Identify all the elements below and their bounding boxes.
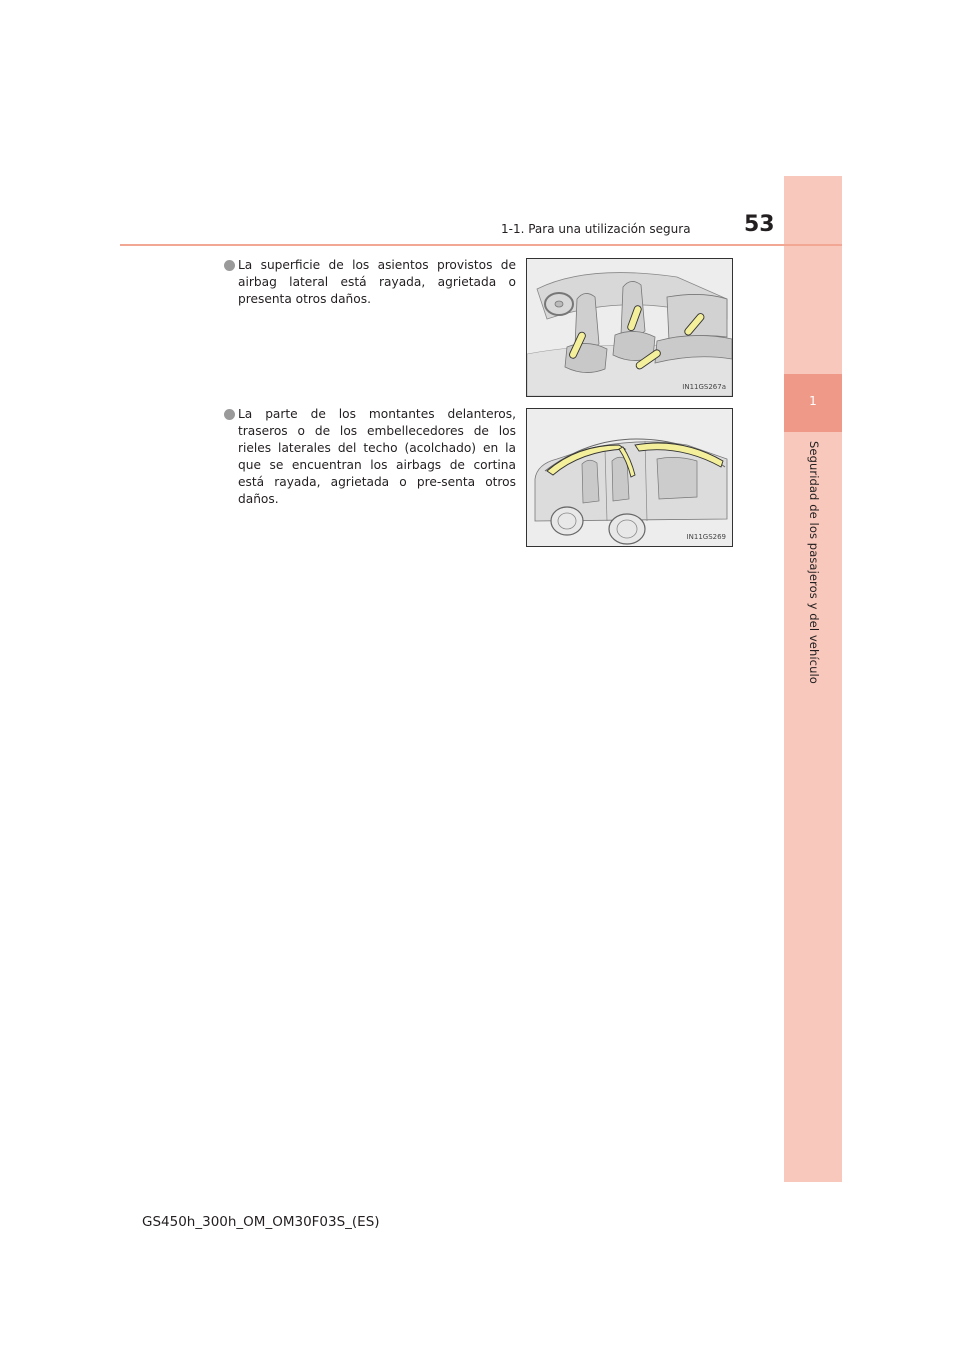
header-divider (120, 244, 842, 246)
figure-code: IN11GS269 (686, 533, 726, 541)
chapter-side-tab (784, 176, 842, 1182)
curtain-airbag-figure (526, 408, 733, 547)
item-text: La superficie de los asientos provistos de airbag lateral está rayada, agrietada o presenta otros daños. (238, 258, 516, 306)
bullet-icon (224, 409, 235, 420)
car-interior-seats-illustration (527, 259, 732, 396)
chapter-title: Seguridad de los pasajeros y del vehículo (807, 441, 821, 684)
chapter-number: 1 (809, 394, 817, 408)
car-side-cutaway-illustration (527, 409, 732, 546)
bullet-icon (224, 260, 235, 271)
list-item (224, 257, 516, 308)
item-text: La parte de los montantes delanteros, traseros o de los embellecedores de los rieles laterales del techo (acolchado) en la que se encuentran los airbags de cortina está rayada, agrietada o pre-senta otros daños. (238, 407, 516, 506)
document-code: GS450h_300h_OM_OM30F03S_(ES) (142, 1214, 380, 1230)
list-item (224, 406, 516, 508)
section-title: 1-1. Para una utilización segura (501, 222, 691, 236)
page-number: 53 (744, 212, 775, 237)
seat-airbag-figure (526, 258, 733, 397)
figure-code: IN11GS267a (682, 383, 726, 391)
